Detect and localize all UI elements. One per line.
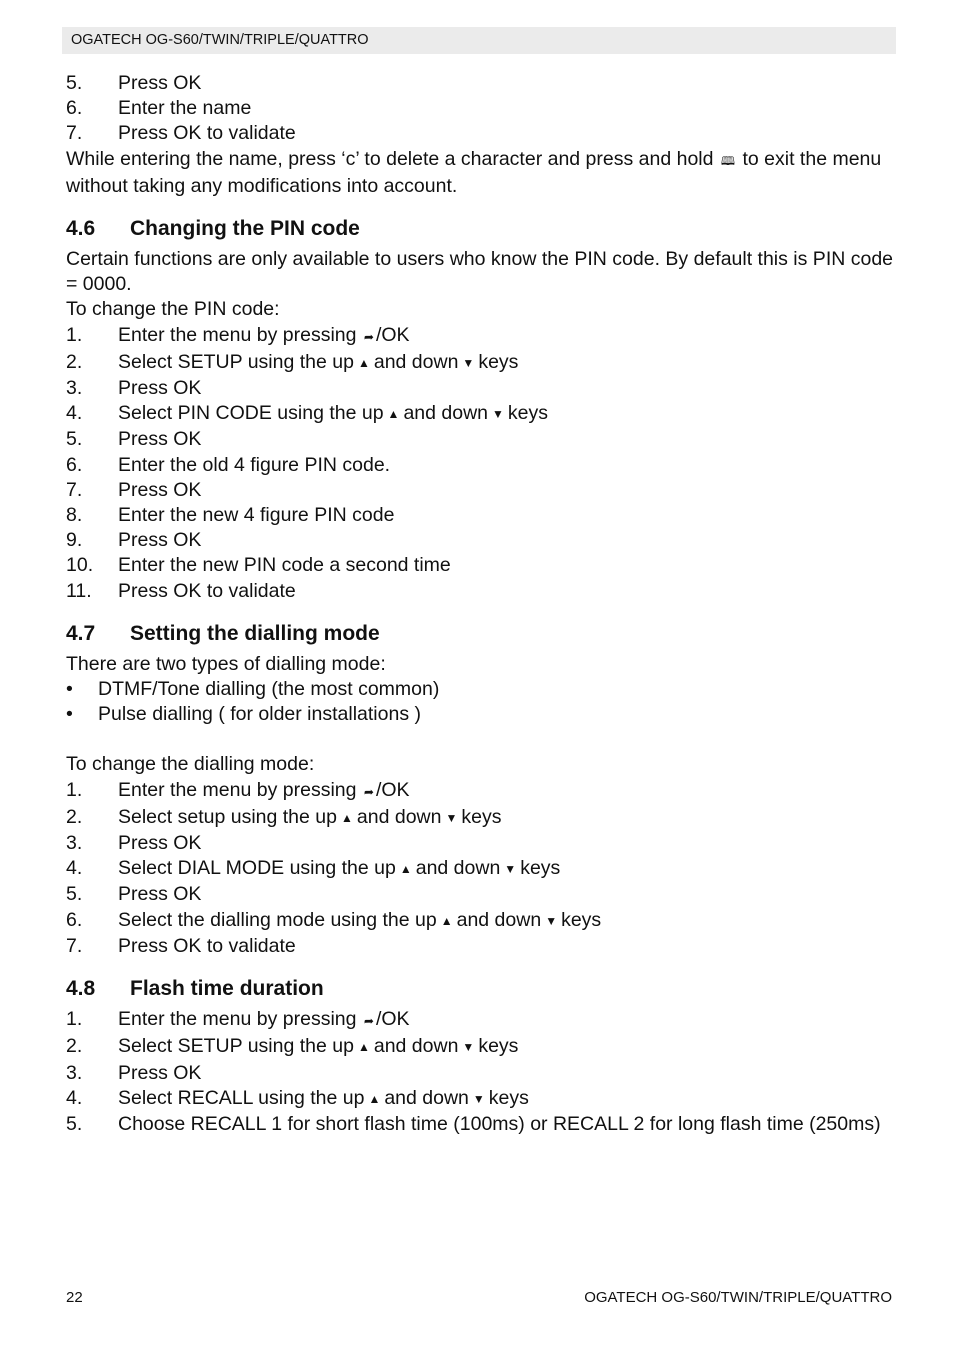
paragraph: To change the PIN code: xyxy=(66,298,280,321)
list-item: 7. Press OK to validate xyxy=(66,934,296,957)
list-item: 4. Select RECALL using the up ▲ and down ▼ keys xyxy=(66,1086,896,1112)
up-arrow-icon: ▲ xyxy=(357,1040,370,1055)
running-header xyxy=(62,27,896,54)
list-item: 5. Press OK xyxy=(66,883,202,906)
down-arrow-icon: ▼ xyxy=(462,1040,475,1055)
flash-steps xyxy=(66,1007,896,1137)
page-number: 22 xyxy=(66,1289,83,1306)
list-item: 4. Select DIAL MODE using the up ▲ and down ▼ keys xyxy=(66,856,896,882)
down-arrow-icon: ▼ xyxy=(492,407,504,422)
list-item: 4. Select PIN CODE using the up ▲ and down ▼ keys xyxy=(66,401,896,427)
section-heading-4-7: 4.7 Setting the dialling mode xyxy=(66,621,380,645)
down-arrow-icon: ▼ xyxy=(462,355,475,370)
list-item: 2. Select setup using the up ▲ and down ▼ keys xyxy=(66,805,896,831)
down-arrow-icon: ▼ xyxy=(472,1091,485,1106)
paragraph: There are two types of dialling mode: xyxy=(66,652,386,675)
list-item: 1. Enter the menu by pressing ➦ /OK xyxy=(66,1007,896,1034)
menu-key-icon: ➦ xyxy=(363,784,374,799)
list-item: 11. Press OK to validate xyxy=(66,579,296,602)
menu-key-icon: ➦ xyxy=(363,1014,374,1029)
list-item: 1. Enter the menu by pressing ➦ /OK xyxy=(66,778,896,805)
down-arrow-icon: ▼ xyxy=(504,862,517,877)
up-arrow-icon: ▲ xyxy=(399,862,412,877)
page-content xyxy=(66,71,896,1137)
paragraph: To change the dialling mode: xyxy=(66,753,315,776)
list-item: 7. Press OK xyxy=(66,478,202,501)
dial-steps xyxy=(66,778,896,959)
list-item: 6. Select the dialling mode using the up ▲ and down ▼ keys xyxy=(66,908,896,934)
list-item: 6. Enter the name xyxy=(66,97,252,120)
up-arrow-icon: ▲ xyxy=(440,913,453,928)
up-arrow-icon: ▲ xyxy=(368,1091,381,1106)
list-item: 9. Press OK xyxy=(66,529,202,552)
footer-title: OGATECH OG-S60/TWIN/TRIPLE/QUATTRO xyxy=(584,1289,892,1306)
paragraph: Certain functions are only available to users who know the PIN code. By default this is PIN code = 0000. xyxy=(66,248,894,296)
intro-note: While entering the name, press ‘c’ to delete a character and press and hold 🕮 to exit the menu without taking any modifications into account. xyxy=(66,147,882,197)
list-item: 1. Enter the menu by pressing ➦ /OK xyxy=(66,323,896,350)
dial-mode-types xyxy=(66,677,896,727)
up-arrow-icon: ▲ xyxy=(387,407,400,422)
list-item: 3. Press OK xyxy=(66,1061,202,1084)
list-item: 5. Press OK xyxy=(66,72,202,94)
section-heading-4-6: 4.6 Changing the PIN code xyxy=(66,217,360,241)
list-item: 2. Select SETUP using the up ▲ and down ▼ keys xyxy=(66,1034,896,1060)
header-title: OGATECH OG-S60/TWIN/TRIPLE/QUATTRO xyxy=(71,32,369,48)
down-arrow-icon: ▼ xyxy=(445,810,458,825)
list-item: 5. Press OK xyxy=(66,428,202,451)
list-item: 8. Enter the new 4 figure PIN code xyxy=(66,504,395,527)
up-arrow-icon: ▲ xyxy=(341,810,353,825)
section-heading-4-8: 4.8 Flash time duration xyxy=(66,977,324,1001)
pin-steps xyxy=(66,323,896,604)
list-item: • DTMF/Tone dialling (the most common) xyxy=(66,678,440,701)
phonebook-icon: 🕮 xyxy=(720,153,736,168)
list-item: • Pulse dialling ( for older installations ) xyxy=(66,703,421,726)
intro-steps xyxy=(66,71,896,147)
list-item: 2. Select SETUP using the up ▲ and down ▼ keys xyxy=(66,350,896,376)
down-arrow-icon: ▼ xyxy=(545,913,558,928)
list-item: 6. Enter the old 4 figure PIN code. xyxy=(66,453,391,476)
list-item: 10. Enter the new PIN code a second time xyxy=(66,554,451,577)
list-item: 3. Press OK xyxy=(66,832,202,855)
list-item: 5. Choose RECALL 1 for short flash time (100ms) or RECALL 2 for long flash time (250ms) xyxy=(66,1112,881,1135)
up-arrow-icon: ▲ xyxy=(357,355,370,370)
list-item: 7. Press OK to validate xyxy=(66,122,296,145)
menu-key-icon: ➦ xyxy=(363,329,374,344)
list-item: 3. Press OK xyxy=(66,377,202,400)
